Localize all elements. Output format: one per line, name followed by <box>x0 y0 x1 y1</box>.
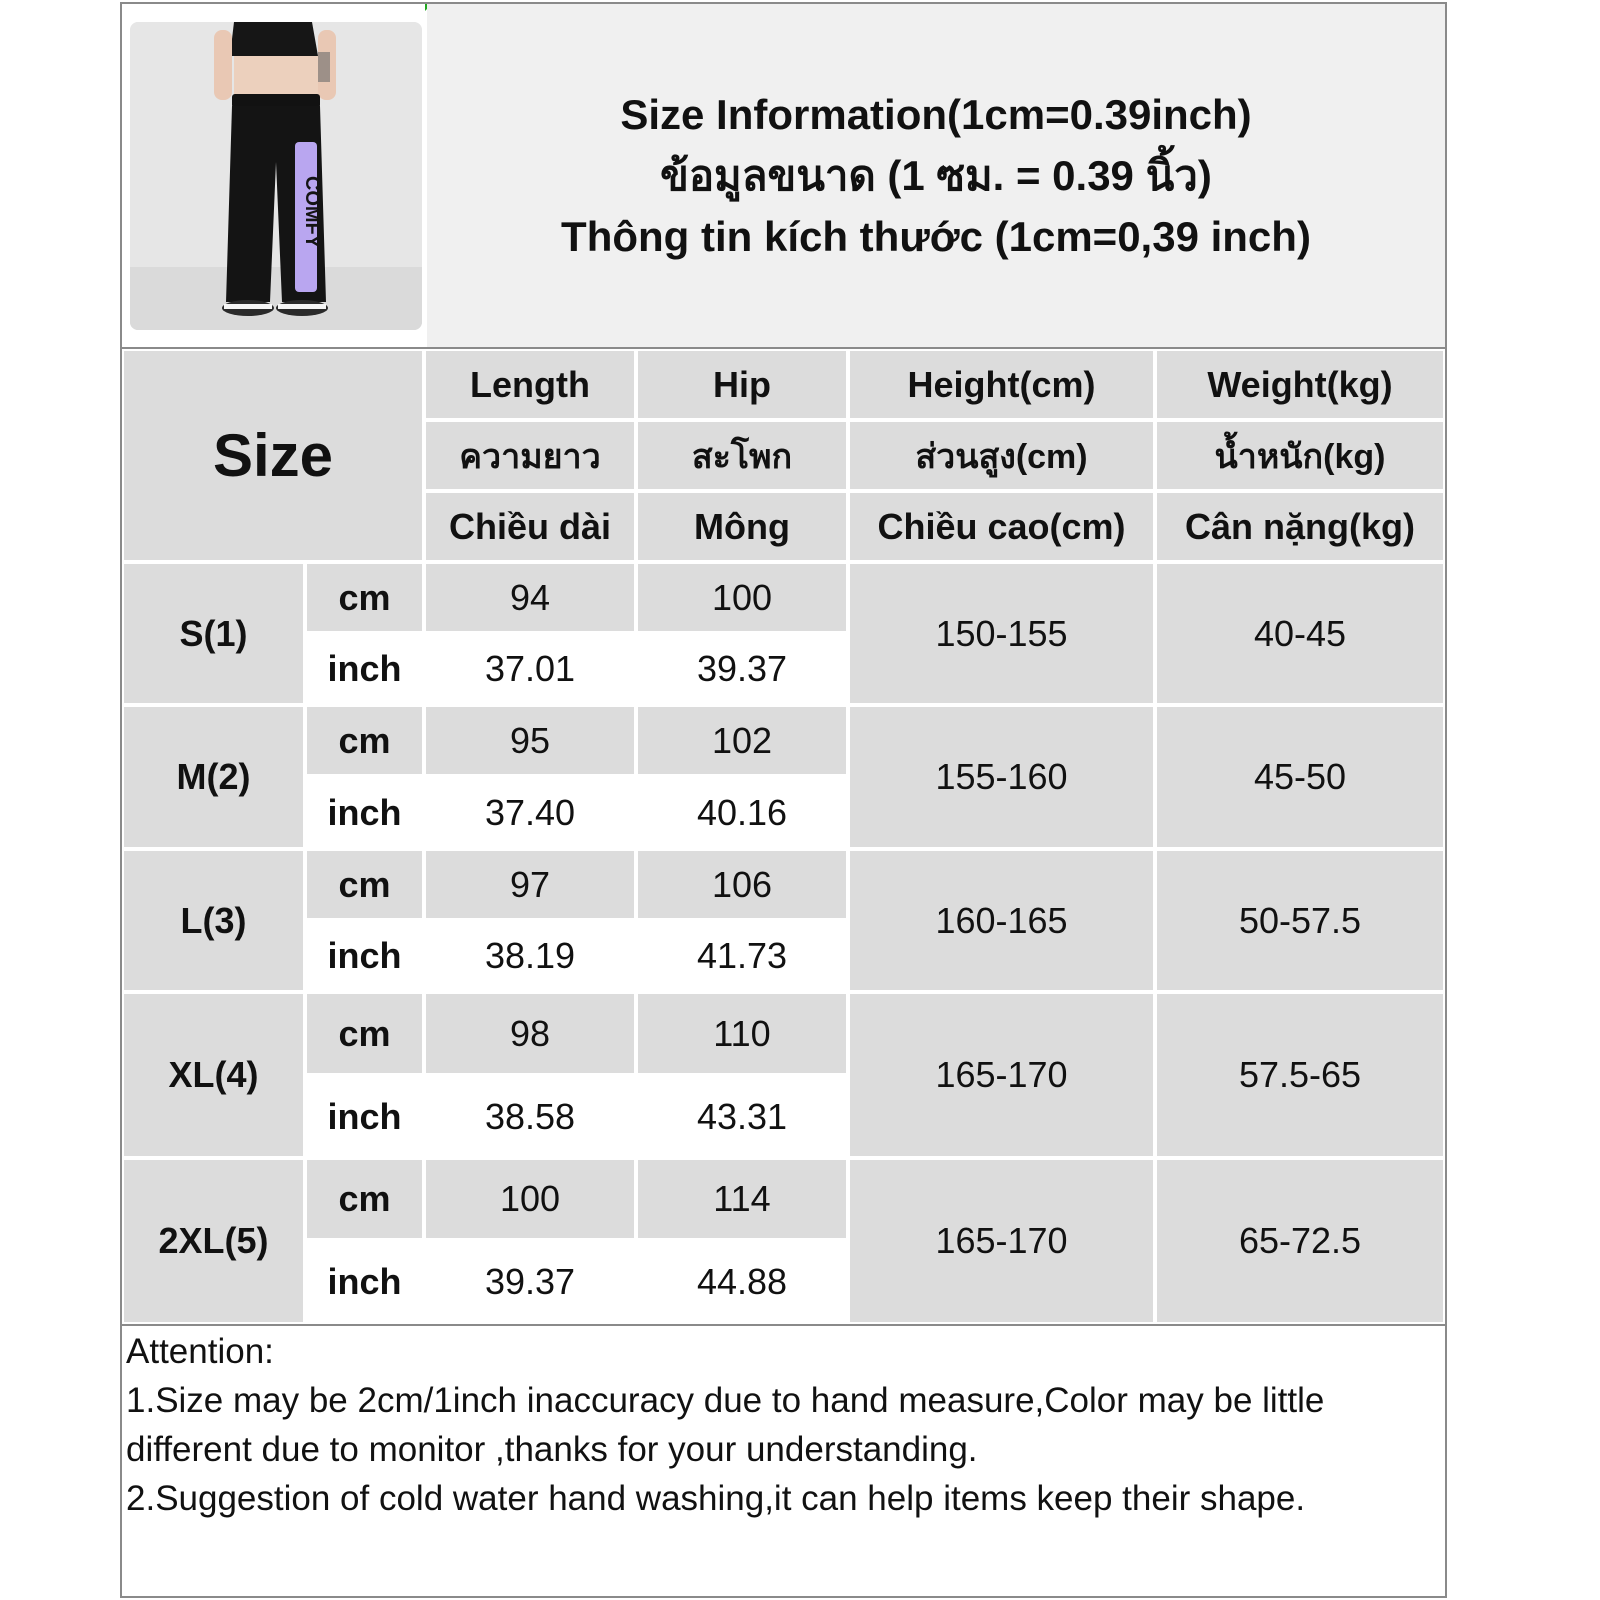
col-height-th: ส่วนสูง(cm) <box>848 420 1155 491</box>
attention-line: 1.Size may be 2cm/1inch inaccuracy due to hand measure,Color may be little <box>126 1381 1325 1420</box>
length-inch: 38.58 <box>424 1075 636 1158</box>
size-label: 2XL(5) <box>122 1158 305 1324</box>
hip-cm: 110 <box>636 992 848 1075</box>
col-weight-th: น้ำหนัก(kg) <box>1155 420 1445 491</box>
hip-inch: 44.88 <box>636 1240 848 1324</box>
height-range: 160-165 <box>848 849 1155 992</box>
attention-heading: Attention: <box>126 1332 274 1371</box>
weight-range: 65-72.5 <box>1155 1158 1445 1324</box>
title-english: Size Information(1cm=0.39inch) <box>620 91 1252 138</box>
size-label: XL(4) <box>122 992 305 1158</box>
attention-line: 2.Suggestion of cold water hand washing,it can help items keep their shape. <box>126 1479 1306 1518</box>
hip-inch: 43.31 <box>636 1075 848 1158</box>
unit-inch: inch <box>305 1075 424 1158</box>
hip-cm: 106 <box>636 849 848 920</box>
unit-inch: inch <box>305 1240 424 1324</box>
weight-range: 57.5-65 <box>1155 992 1445 1158</box>
col-weight-vi: Cân nặng(kg) <box>1155 491 1445 562</box>
length-cm: 98 <box>424 992 636 1075</box>
col-weight-en: Weight(kg) <box>1155 349 1445 420</box>
weight-range: 50-57.5 <box>1155 849 1445 992</box>
col-hip-th: สะโพก <box>636 420 848 491</box>
length-cm: 94 <box>424 562 636 633</box>
pants-print-text: COMFY <box>301 175 323 249</box>
height-range: 165-170 <box>848 1158 1155 1324</box>
attention-notes <box>126 1327 1436 1523</box>
col-height-vi: Chiều cao(cm) <box>848 491 1155 562</box>
unit-cm: cm <box>305 705 424 776</box>
col-length-th: ความยาว <box>424 420 636 491</box>
hip-cm: 114 <box>636 1158 848 1240</box>
length-inch: 39.37 <box>424 1240 636 1324</box>
size-chart-sheet <box>120 2 1447 1598</box>
divider <box>122 1324 1445 1326</box>
product-photo <box>130 22 422 330</box>
length-cm: 95 <box>424 705 636 776</box>
title-thai: ข้อมูลขนาด (1 ซม. = 0.39 นิ้ว) <box>660 152 1212 199</box>
length-inch: 38.19 <box>424 920 636 992</box>
weight-range: 40-45 <box>1155 562 1445 705</box>
unit-cm: cm <box>305 562 424 633</box>
hip-inch: 40.16 <box>636 776 848 849</box>
unit-inch: inch <box>305 920 424 992</box>
unit-inch: inch <box>305 633 424 705</box>
unit-cm: cm <box>305 1158 424 1240</box>
weight-range: 45-50 <box>1155 705 1445 849</box>
unit-cm: cm <box>305 992 424 1075</box>
hip-cm: 100 <box>636 562 848 633</box>
col-hip-vi: Mông <box>636 491 848 562</box>
title-block <box>427 4 1445 347</box>
length-cm: 97 <box>424 849 636 920</box>
title-vietnamese: Thông tin kích thước (1cm=0,39 inch) <box>561 213 1311 260</box>
hip-cm: 102 <box>636 705 848 776</box>
hip-inch: 39.37 <box>636 633 848 705</box>
height-range: 150-155 <box>848 562 1155 705</box>
size-label: M(2) <box>122 705 305 849</box>
size-header: Size <box>122 349 424 562</box>
unit-inch: inch <box>305 776 424 849</box>
size-label: S(1) <box>122 562 305 705</box>
col-height-en: Height(cm) <box>848 349 1155 420</box>
height-range: 165-170 <box>848 992 1155 1158</box>
height-range: 155-160 <box>848 705 1155 849</box>
hip-inch: 41.73 <box>636 920 848 992</box>
size-label: L(3) <box>122 849 305 992</box>
unit-cm: cm <box>305 849 424 920</box>
col-length-vi: Chiều dài <box>424 491 636 562</box>
attention-line: different due to monitor ,thanks for your understanding. <box>126 1430 978 1469</box>
length-inch: 37.01 <box>424 633 636 705</box>
length-cm: 100 <box>424 1158 636 1240</box>
col-hip-en: Hip <box>636 349 848 420</box>
length-inch: 37.40 <box>424 776 636 849</box>
col-length-en: Length <box>424 349 636 420</box>
